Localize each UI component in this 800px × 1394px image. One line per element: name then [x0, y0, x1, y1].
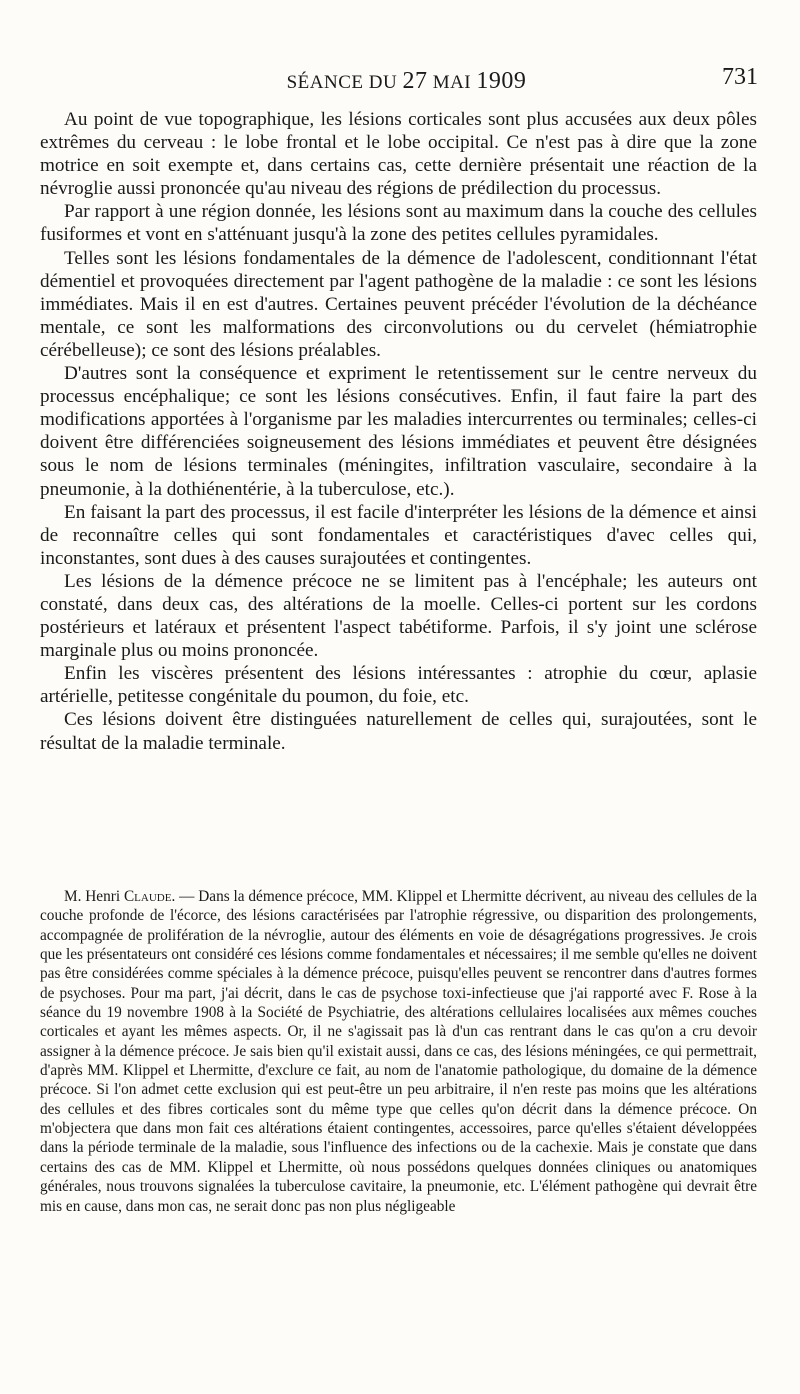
title-month: MAI: [432, 72, 472, 93]
paragraph: D'autres sont la conséquence et expriment le retentissement sur le centre nerveux du processus encéphalique; ce sont les lésions consécutives. Enfin, il faut faire la part des modifications apportées à l'organisme par les maladies intercurrentes ou terminales; celles-ci doivent être différenciées soigneusement des lésions immédiates et peuvent être désignées sous le nom de lésions terminales (méningites, infiltration vasculaire, secondaire à la pneumonie, à la dothiénentérie, à la tuberculose, etc.).: [40, 363, 757, 500]
title-year: 1909: [476, 68, 527, 94]
note-paragraph: [40, 887, 757, 1216]
note-prefix: M. Henri: [64, 888, 121, 905]
page-header: [55, 64, 758, 98]
paragraph: Enfin les viscères présentent des lésions intéressantes : atrophie du cœur, aplasie artérielle, petitesse congénitale du poumon, du foie, etc.: [40, 663, 757, 708]
paragraph: En faisant la part des processus, il est facile d'interpréter les lésions de la démence et ainsi de reconnaître celles qui sont fondamentales et caractéristiques d'avec celles qui, inconstantes, sont dues à des causes surajoutées et contingentes.: [40, 501, 757, 569]
title-prefix: SÉANCE DU: [286, 72, 398, 93]
body-text: [40, 108, 757, 755]
title-day: 27: [402, 68, 428, 94]
note-author: Claude: [123, 888, 172, 905]
paragraph: Les lésions de la démence précoce ne se limitent pas à l'encéphale; les auteurs ont constaté, dans deux cas, des altérations de la moelle. Celles-ci portent sur les cordons postérieurs et latéraux et présentent l'aspect tabétiforme. Parfois, il s'y joint une sclérose marginale plus ou moins prononcée.: [40, 570, 757, 662]
paragraph: Telles sont les lésions fondamentales de la démence de l'adolescent, conditionnant l'état démentiel et provoquées directement par l'agent pathogène de la maladie : ce sont les lésions immédiates. Mais il en est d'autres. Certaines peuvent précéder l'évolution de la déchéance mentale, ce sont les malformations des circonvolutions ou du cervelet (hémiatrophie cérébelleuse); ce sont des lésions préalables.: [40, 247, 757, 361]
page-number: 731: [722, 64, 758, 90]
paragraph: Par rapport à une région donnée, les lésions sont au maximum dans la couche des cellules fusiformes et vont en s'atténuant jusqu'à la zone des petites cellules pyramidales.: [40, 201, 757, 246]
discussion-note: [40, 887, 757, 1216]
paragraph: Au point de vue topographique, les lésions corticales sont plus accusées aux deux pôles extrêmes du cerveau : le lobe frontal et le lobe occipital. Ce n'est pas à dire que la zone motrice en soit exempte et, dans certains cas, cette dernière présentait une réaction de la névroglie aussi prononcée qu'au niveau des régions de prédilection du processus.: [40, 109, 757, 200]
paragraph: Ces lésions doivent être distinguées naturellement de celles qui, surajoutées, sont le résultat de la maladie terminale.: [40, 709, 757, 754]
note-text: . — Dans la démence précoce, MM. Klippel et Lhermitte décrivent, au niveau des cellules de la couche profonde de l'écorce, des lésions caractérisées par l'atrophie régressive, ou disparition des prolongements, accompagnée de prolifération de la névroglie, autour des éléments en voie de désagrégations progressives. Je crois que les présentateurs ont considéré ces lésions comme fondamentales et nécessaires; il me semble qu'elles ne doivent pas être considérées comme spéciales à la démence précoce, puisqu'elles peuvent se rencontrer dans d'autres formes de psychoses. Pour ma part, j'ai décrit, dans le cas de psychose toxi-infectieuse que j'ai rapporté avec F. Rose à la séance du 19 novembre 1908 à la Société de Psychiatrie, des altérations cellulaires localisées aux mêmes couches corticales et ayant les mêmes aspects. Or, il ne s'agissait pas là d'un cas rentrant dans le cas qu'on a cru devoir assigner à la démence précoce. Je sais bien qu'il existait aussi, dans ce cas, des lésions méningées, ce qui permettrait, d'après MM. Klippel et Lhermitte, d'exclure ce fait, au nom de l'anatomie pathologique, du domaine de la démence précoce. Si l'on admet cette exclusion qui est peut-être un peu arbitraire, il n'en reste pas moins que les altérations des cellules et des fibres corticales sont du même type que celles qu'on décrit dans la démence précoce. On m'objectera que dans mon fait ces altérations étaient contingentes, accessoires, parce qu'elles s'étaient développées dans la période terminale de la maladie, sous l'influence des infections ou de la cachexie. Mais je constate que dans certains des cas de MM. Klippel et Lhermitte, où nous possédons quelques données cliniques ou anatomiques générales, nous trouvons signalées la tuberculose cavitaire, la pneumonie, etc. L'élément pathogène qui devrait être mis en cause, dans mon cas, ne serait donc pas non plus négligeable: [40, 888, 757, 1215]
running-title: [55, 68, 758, 95]
